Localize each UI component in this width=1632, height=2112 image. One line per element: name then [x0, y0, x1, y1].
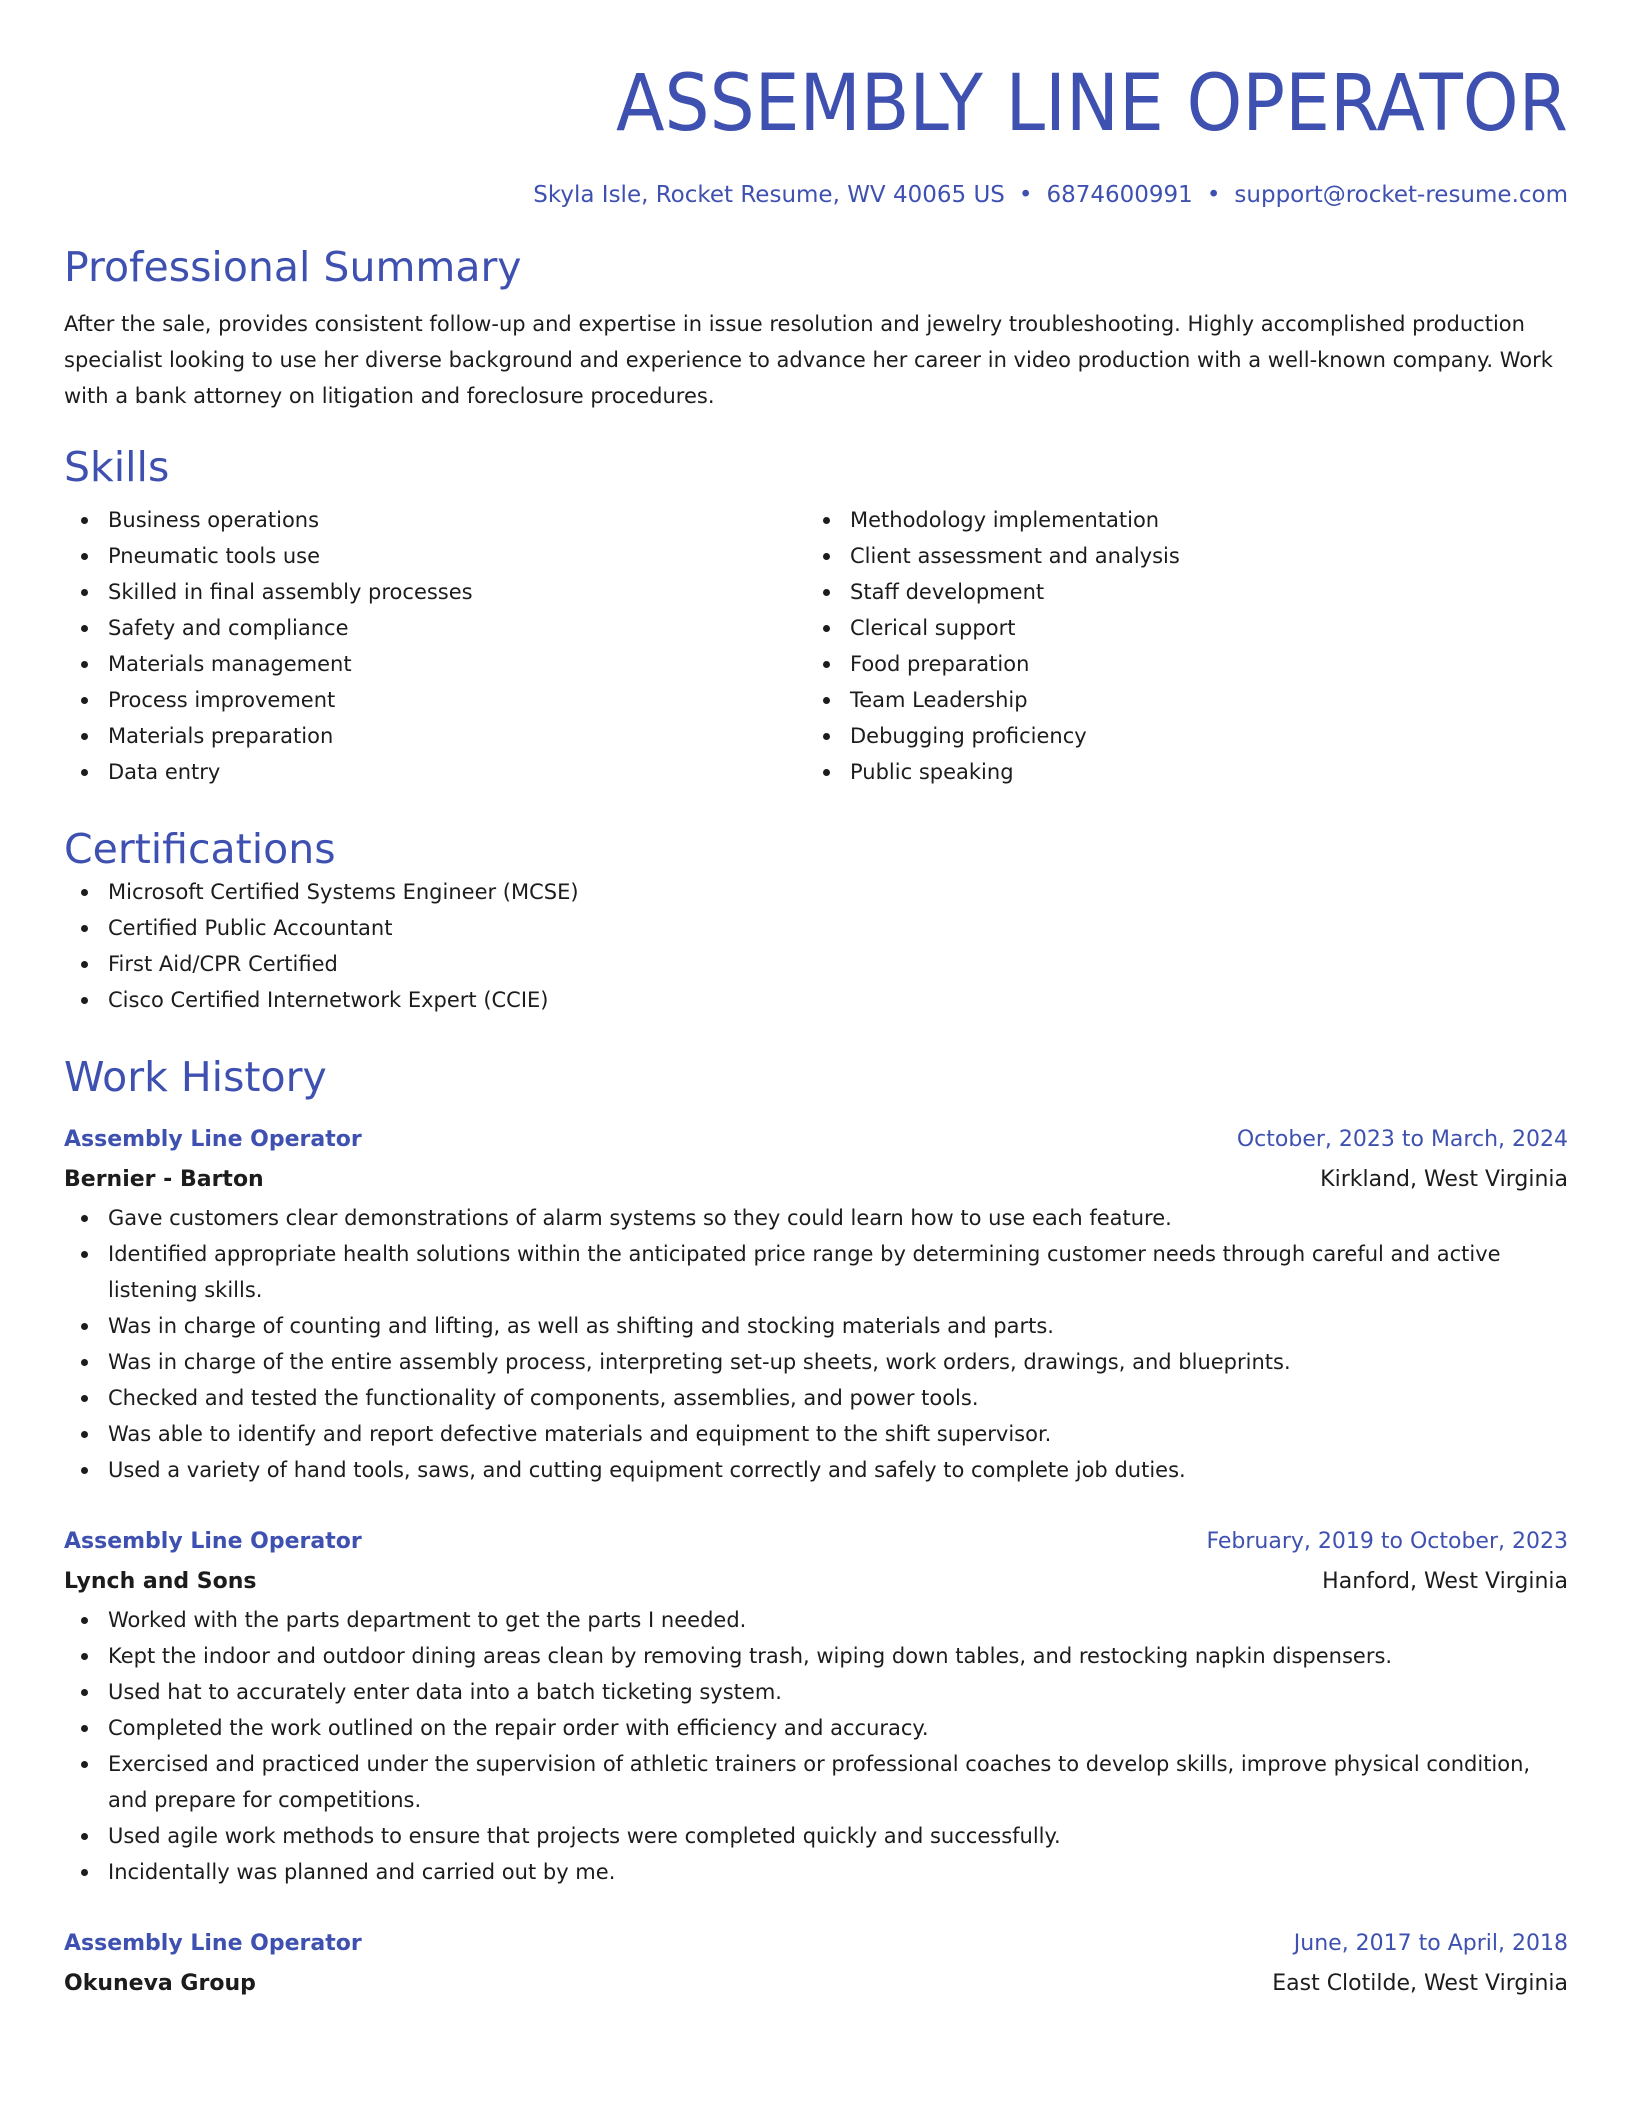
- job-duty-item: Kept the indoor and outdoor dining areas clean by removing trash, wiping down tables, and restocking napkin dispensers.: [64, 1638, 1568, 1674]
- summary-section: [64, 242, 1568, 414]
- skill-item: Safety and compliance: [64, 610, 806, 646]
- job-entry: [64, 1522, 1568, 1890]
- job-duty-item: Used hat to accurately enter data into a batch ticketing system.: [64, 1674, 1568, 1710]
- job-company-row: [64, 1562, 1568, 1602]
- job-company: Lynch and Sons: [64, 1569, 257, 1594]
- skills-columns: [64, 502, 1568, 790]
- skills-column-left: [64, 502, 806, 790]
- job-company-row: [64, 1160, 1568, 1200]
- resume-name: ASSEMBLY LINE OPERATOR: [615, 59, 1568, 149]
- job-dates: October, 2023 to March, 2024: [1236, 1127, 1568, 1152]
- contact-email: support@rocket-resume.com: [1234, 182, 1568, 208]
- job-location: Kirkland, West Virginia: [1320, 1167, 1568, 1192]
- job-location: Hanford, West Virginia: [1322, 1569, 1568, 1594]
- section-title-summary: Professional Summary: [64, 243, 522, 291]
- skill-item: Pneumatic tools use: [64, 538, 806, 574]
- contact-separator: •: [1206, 182, 1221, 208]
- job-duty-item: Was able to identify and report defective materials and equipment to the shift supervisor.: [64, 1416, 1568, 1452]
- skill-item: Food preparation: [806, 646, 1548, 682]
- skill-item: Team Leadership: [806, 682, 1548, 718]
- section-title-work-history: Work History: [64, 1053, 327, 1101]
- job-duty-item: Worked with the parts department to get the parts I needed.: [64, 1602, 1568, 1638]
- job-header-row: [64, 1120, 1568, 1160]
- job-duty-item: Identified appropriate health solutions within the anticipated price range by determining customer needs through careful and active listening skills.: [64, 1236, 1568, 1308]
- skills-list-left: [64, 502, 806, 790]
- section-title-certifications: Certifications: [64, 825, 336, 873]
- certification-item: Certified Public Accountant: [64, 910, 1568, 946]
- skill-item: Public speaking: [806, 754, 1548, 790]
- certifications-list: [64, 874, 1568, 1018]
- skill-item: Business operations: [64, 502, 806, 538]
- skills-column-right: [806, 502, 1548, 790]
- skill-item: Clerical support: [806, 610, 1548, 646]
- skills-section: [64, 442, 1568, 790]
- job-company-row: [64, 1964, 1568, 2004]
- skill-item: Debugging proficiency: [806, 718, 1548, 754]
- work-history-section: [64, 1052, 1568, 2004]
- contact-address: Skyla Isle, Rocket Resume, WV 40065 US: [533, 182, 1005, 208]
- resume-header: [64, 58, 1568, 210]
- skill-item: Materials preparation: [64, 718, 806, 754]
- certifications-section: [64, 824, 1568, 1018]
- skill-item: Client assessment and analysis: [806, 538, 1548, 574]
- skills-list-right: [806, 502, 1548, 790]
- job-role: Assembly Line Operator: [64, 1127, 362, 1152]
- job-duty-item: Checked and tested the functionality of components, assemblies, and power tools.: [64, 1380, 1568, 1416]
- job-duty-item: Exercised and practiced under the supervision of athletic trainers or professional coaches to develop skills, improve physical condition, and prepare for competitions.: [64, 1746, 1568, 1818]
- job-duty-item: Was in charge of counting and lifting, as well as shifting and stocking materials and parts.: [64, 1308, 1568, 1344]
- section-title-skills: Skills: [64, 443, 170, 491]
- job-role: Assembly Line Operator: [64, 1931, 362, 1956]
- job-duty-item: Used a variety of hand tools, saws, and cutting equipment correctly and safely to complete job duties.: [64, 1452, 1568, 1488]
- certification-item: Cisco Certified Internetwork Expert (CCIE): [64, 982, 1568, 1018]
- job-duty-item: Used agile work methods to ensure that projects were completed quickly and successfully.: [64, 1818, 1568, 1854]
- job-duties-list: [64, 1602, 1568, 1890]
- job-duty-item: Incidentally was planned and carried out by me.: [64, 1854, 1568, 1890]
- job-location: East Clotilde, West Virginia: [1272, 1971, 1568, 1996]
- certification-item: Microsoft Certified Systems Engineer (MCSE): [64, 874, 1568, 910]
- job-header-row: [64, 1522, 1568, 1562]
- skill-item: Data entry: [64, 754, 806, 790]
- job-company: Bernier - Barton: [64, 1167, 264, 1192]
- job-entry: [64, 1924, 1568, 2004]
- summary-text: After the sale, provides consistent follow-up and expertise in issue resolution and jewelry troubleshooting. Highly accomplished production specialist looking to use her diverse background and experience to advance her career in video production with a well-known company. Work with a bank attorney on litigation and foreclosure procedures.: [64, 312, 1553, 408]
- job-dates: June, 2017 to April, 2018: [1293, 1931, 1568, 1956]
- job-header-row: [64, 1924, 1568, 1964]
- contact-line: [64, 180, 1568, 210]
- skill-item: Staff development: [806, 574, 1548, 610]
- job-role: Assembly Line Operator: [64, 1529, 362, 1554]
- job-duties-list: [64, 1200, 1568, 1488]
- skill-item: Methodology implementation: [806, 502, 1548, 538]
- job-duty-item: Completed the work outlined on the repair order with efficiency and accuracy.: [64, 1710, 1568, 1746]
- skill-item: Materials management: [64, 646, 806, 682]
- certification-item: First Aid/CPR Certified: [64, 946, 1568, 982]
- job-dates: February, 2019 to October, 2023: [1206, 1529, 1568, 1554]
- skill-item: Process improvement: [64, 682, 806, 718]
- contact-separator: •: [1018, 182, 1033, 208]
- job-duty-item: Gave customers clear demonstrations of alarm systems so they could learn how to use each feature.: [64, 1200, 1568, 1236]
- job-entry: [64, 1120, 1568, 1488]
- job-duty-item: Was in charge of the entire assembly process, interpreting set-up sheets, work orders, drawings, and blueprints.: [64, 1344, 1568, 1380]
- contact-phone: 6874600991: [1046, 182, 1193, 208]
- job-company: Okuneva Group: [64, 1971, 256, 1996]
- skill-item: Skilled in final assembly processes: [64, 574, 806, 610]
